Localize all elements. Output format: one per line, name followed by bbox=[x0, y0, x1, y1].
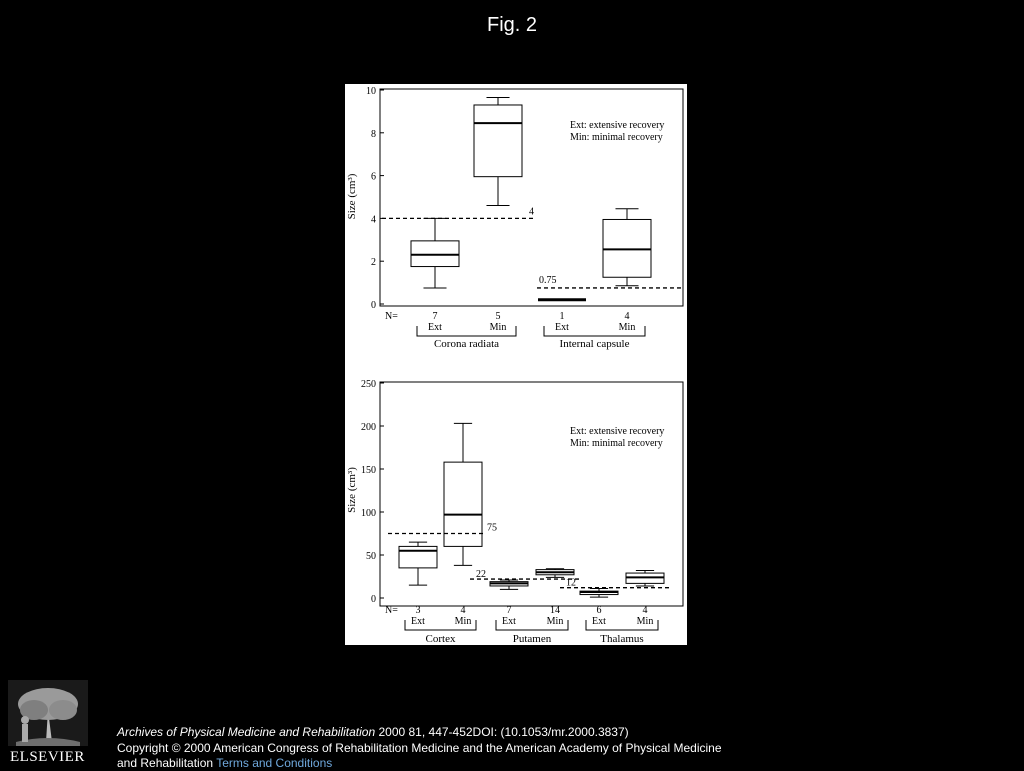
chart1-box-iqr bbox=[474, 105, 522, 177]
chart2-legend-entry: Ext: extensive recovery bbox=[570, 426, 665, 437]
chart2-legend-entry: Min: minimal recovery bbox=[570, 438, 663, 449]
chart1-legend-entry: Ext: extensive recovery bbox=[570, 120, 665, 131]
chart1-y-tick-label: 10 bbox=[366, 86, 376, 97]
chart2-category-label: Ext bbox=[411, 616, 425, 627]
chart1-y-tick-label: 6 bbox=[371, 171, 376, 183]
chart1-threshold-label: 4 bbox=[529, 206, 534, 218]
chart2-threshold-label: 22 bbox=[476, 569, 486, 581]
chart2-y-tick-label: 200 bbox=[361, 422, 376, 433]
chart1-group-label: Internal capsule bbox=[559, 338, 630, 350]
chart2-y-tick-label: 250 bbox=[361, 379, 376, 390]
chart1-y-tick-label: 8 bbox=[371, 128, 376, 140]
chart2-group-label: Putamen bbox=[512, 633, 552, 645]
chart2-threshold-label: 12 bbox=[566, 577, 576, 589]
chart2-y-tick-label: 50 bbox=[366, 551, 376, 562]
chart2-y-axis-label: Size (cm³) bbox=[346, 467, 358, 513]
chart2-y-tick-label: 150 bbox=[361, 465, 376, 476]
chart1-y-axis-label: Size (cm³) bbox=[346, 173, 358, 220]
copyright-text: Copyright © 2000 American Congress of Rehabilitation Medicine and the American Academy of Physical Medicine and Rehabilitation bbox=[117, 741, 722, 770]
chart2-box-iqr bbox=[444, 462, 482, 546]
chart2-n-value: 4 bbox=[460, 605, 466, 616]
chart2-category-label: Min bbox=[454, 616, 472, 627]
figure-panel bbox=[345, 84, 687, 645]
chart2-category-label: Min bbox=[636, 616, 654, 627]
citation bbox=[117, 725, 737, 739]
slide-title: Fig. 2 bbox=[486, 14, 538, 36]
chart2-threshold-label: 75 bbox=[487, 522, 497, 534]
chart2-n-prefix: N= bbox=[385, 605, 398, 616]
chart2-y-tick-label: 0 bbox=[371, 594, 376, 605]
copyright bbox=[117, 741, 737, 771]
chart1-n-value: 7 bbox=[432, 311, 438, 322]
elsevier-wordmark: ELSEVIER bbox=[10, 749, 85, 765]
chart2-category-label: Min bbox=[546, 616, 564, 627]
chart1-y-tick-label: 4 bbox=[371, 214, 376, 226]
chart1-category-label: Min bbox=[618, 322, 636, 333]
terms-and-conditions-link[interactable]: Terms and Conditions bbox=[216, 756, 333, 770]
citation-details: 2000 81, 447-452DOI: (10.1053/mr.2000.3837) bbox=[375, 725, 629, 739]
chart2-n-value: 4 bbox=[642, 605, 648, 616]
chart1-n-value: 5 bbox=[495, 311, 501, 322]
chart2-n-value: 6 bbox=[596, 605, 602, 616]
chart2-y-tick-label: 100 bbox=[361, 508, 376, 519]
chart1-y-tick-label: 0 bbox=[371, 300, 376, 311]
chart2-category-label: Ext bbox=[502, 616, 516, 627]
chart1-threshold-label: 0.75 bbox=[539, 274, 557, 286]
chart2-group-label: Cortex bbox=[425, 633, 456, 645]
chart1-category-label: Ext bbox=[555, 322, 569, 333]
chart1-category-label: Min bbox=[489, 322, 507, 333]
chart2-n-value: 14 bbox=[550, 605, 560, 616]
chart1-y-tick-label: 2 bbox=[371, 257, 376, 269]
chart1-n-value: 4 bbox=[624, 311, 630, 322]
chart2-n-value: 3 bbox=[415, 605, 421, 616]
chart2-plot-frame bbox=[380, 382, 683, 606]
chart1-n-prefix: N= bbox=[385, 311, 398, 322]
chart2-box-iqr bbox=[399, 546, 437, 568]
chart2-category-label: Ext bbox=[592, 616, 606, 627]
chart1-legend-entry: Min: minimal recovery bbox=[570, 132, 663, 143]
chart2-n-value: 7 bbox=[506, 605, 512, 616]
chart1-box-iqr bbox=[603, 219, 651, 277]
chart1-category-label: Ext bbox=[428, 322, 442, 333]
chart1-group-label: Corona radiata bbox=[433, 338, 500, 350]
chart2-group-label: Thalamus bbox=[600, 633, 644, 645]
chart1-n-value: 1 bbox=[559, 311, 565, 322]
chart1-box-iqr bbox=[411, 241, 459, 267]
figure-svg bbox=[345, 84, 687, 645]
journal-name: Archives of Physical Medicine and Rehabilitation bbox=[117, 725, 376, 739]
